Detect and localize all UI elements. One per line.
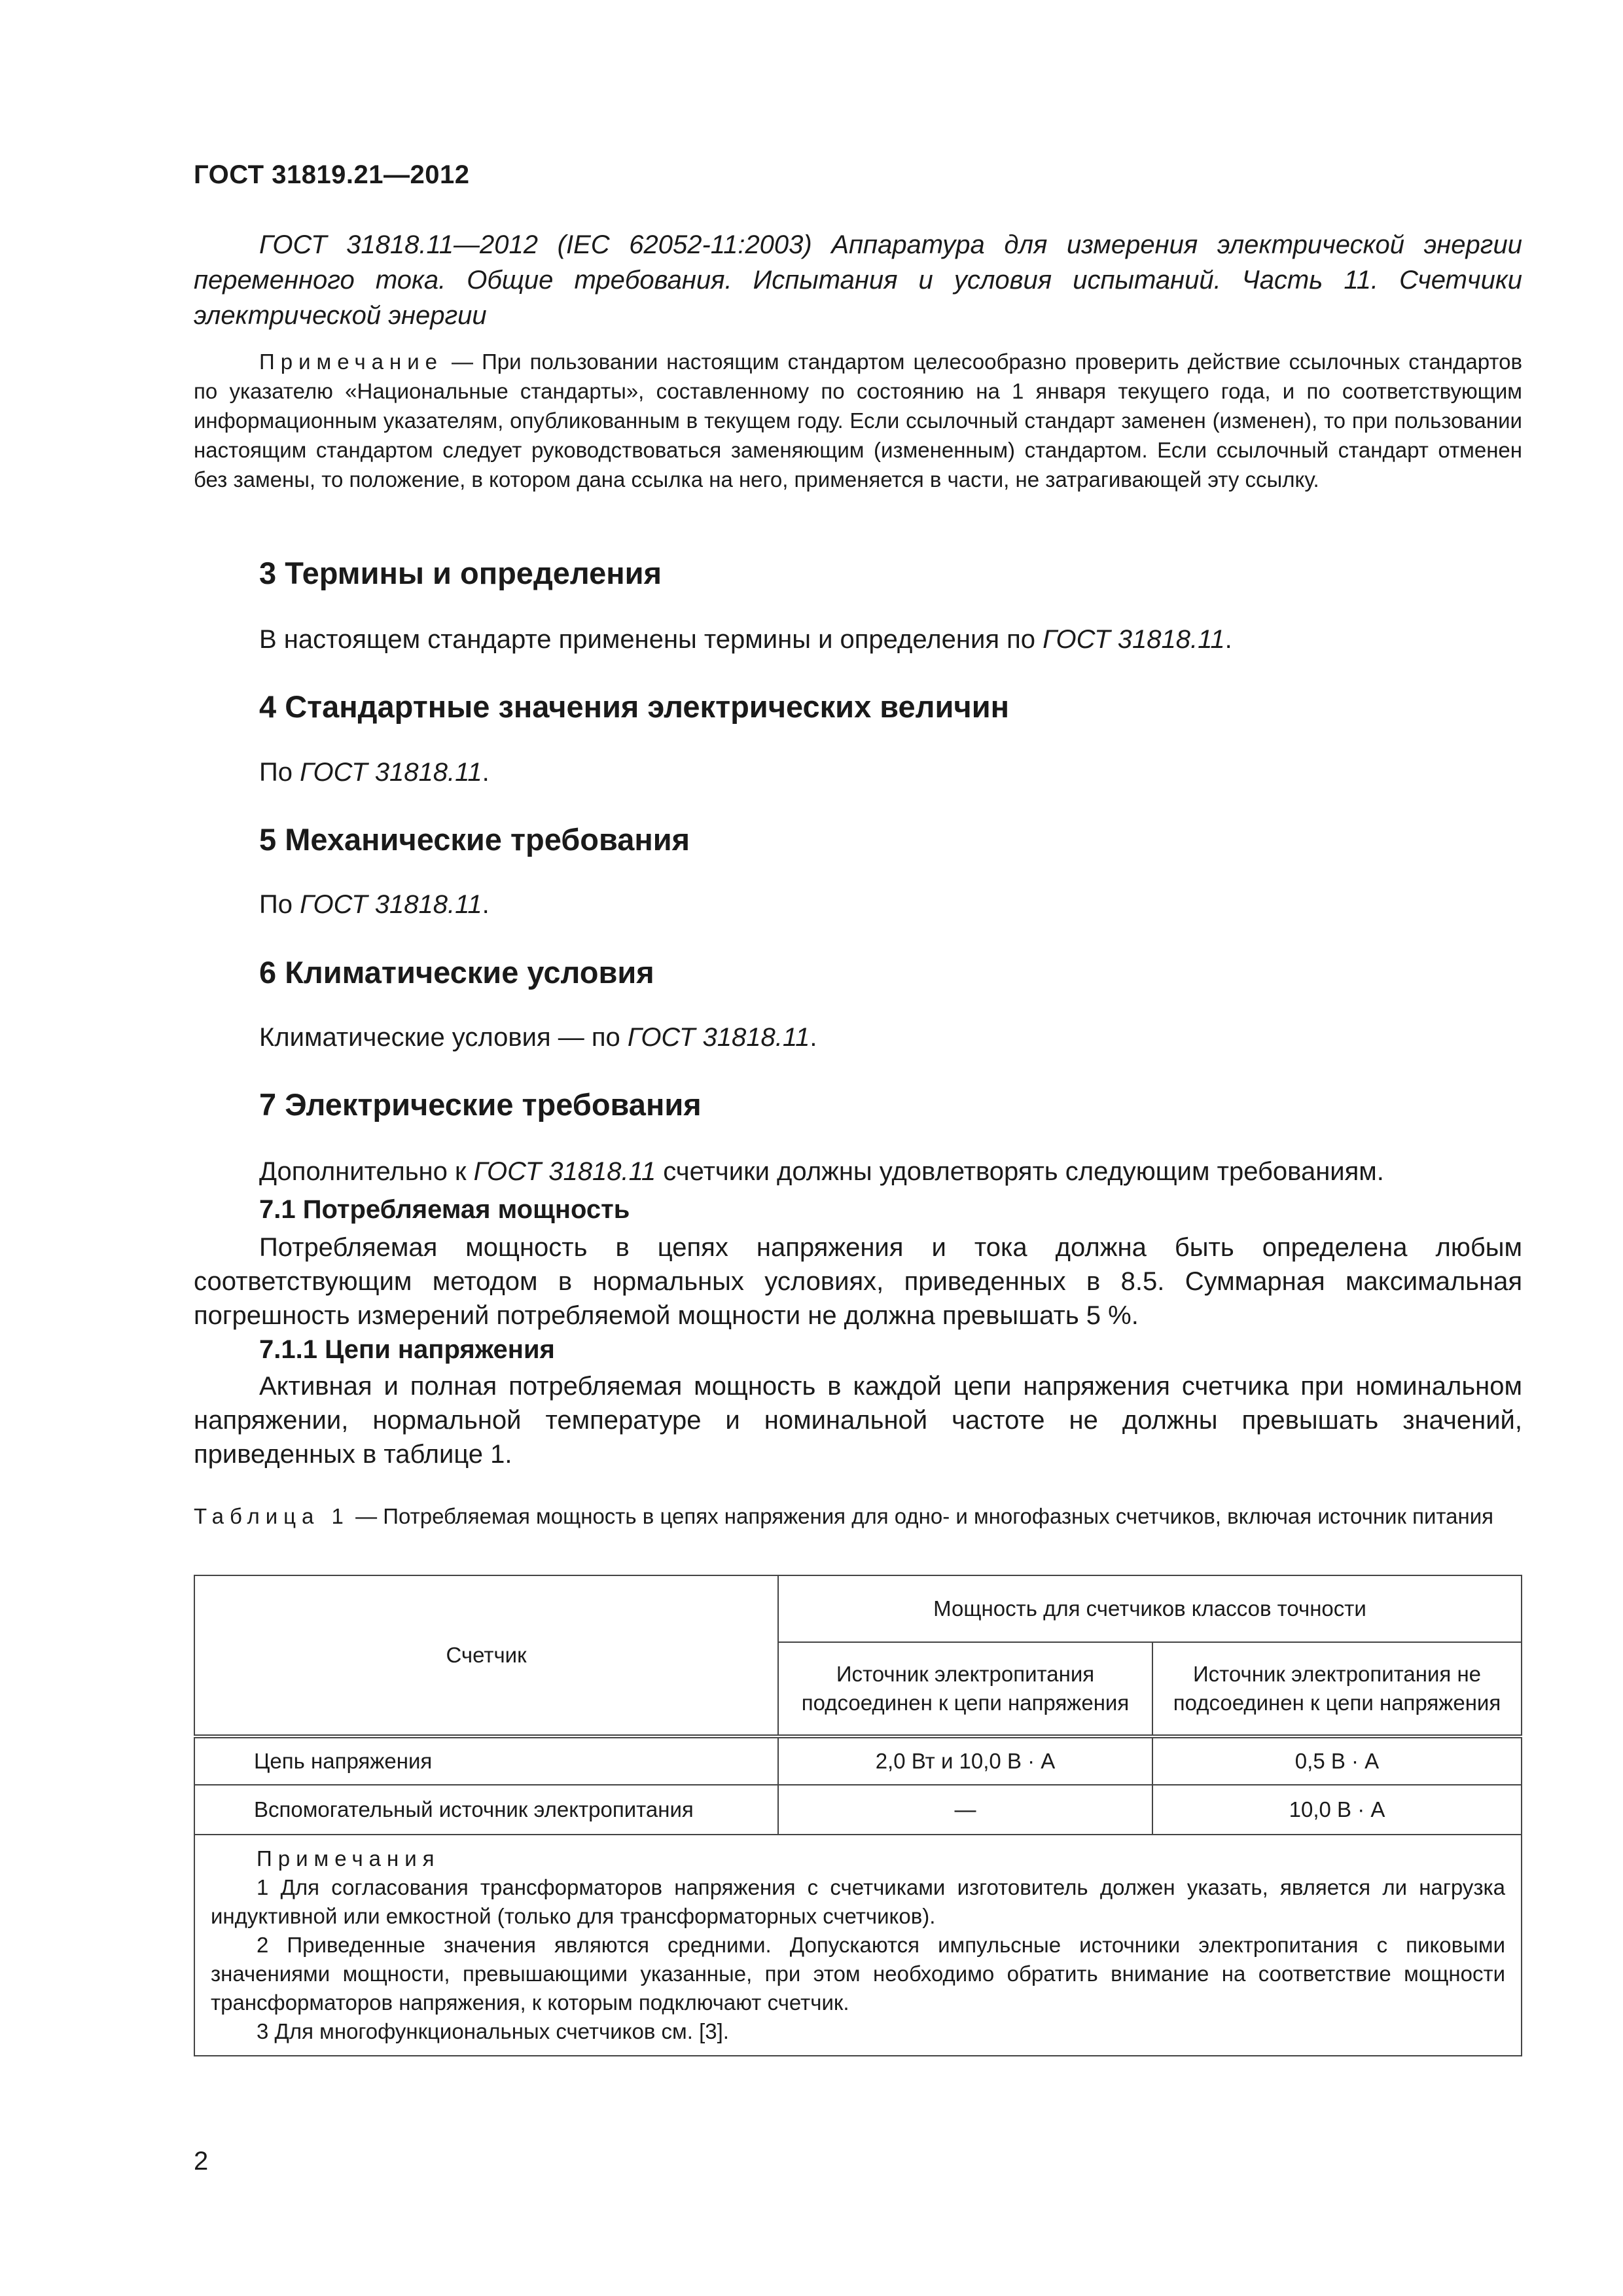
section-3-text: В настоящем стандарте применены термины и определения по ГОСТ 31818.11. bbox=[259, 625, 1232, 654]
note-label: Примечание bbox=[259, 350, 444, 374]
section-7-1-1-title: 7.1.1 Цепи напряжения bbox=[259, 1335, 555, 1364]
cell-value: — bbox=[778, 1785, 1152, 1835]
section-3-title: 3 Термины и определения bbox=[259, 556, 662, 590]
header-supply-not-connected: Источник электропитания не подсоединен к цепи напряжения bbox=[1152, 1642, 1522, 1736]
notes-label: Примечания bbox=[257, 1846, 440, 1871]
gost-reference: ГОСТ 31818.11 bbox=[627, 1023, 810, 1052]
section-7-title: 7 Электрические требования bbox=[259, 1087, 702, 1122]
section-5-text: По ГОСТ 31818.11. bbox=[259, 890, 490, 919]
header-power-group: Мощность для счетчиков классов точности bbox=[778, 1575, 1522, 1642]
table-note: 2 Приведенные значения являются средними. Допускаются импульсные источники электропитания с пиковыми значениями мощности, превышающими указанные, при этом необходимо обратить внимание на соответствие мощности трансформаторов напряжения, к которым подключают счетчик. bbox=[211, 1933, 1505, 2015]
normative-reference: ГОСТ 31818.11—2012 (IEC 62052-11:2003) Аппаратура для измерения электрической энергии переменного тока. Общие требования. Испытания и условия испытаний. Часть 11. Счетчики электрической энергии bbox=[194, 230, 1522, 330]
section-6-title: 6 Климатические условия bbox=[259, 955, 654, 990]
table-caption-label: Таблица 1 bbox=[194, 1504, 349, 1528]
table-1-caption bbox=[194, 1502, 1522, 1531]
row-label: Вспомогательный источник электропитания bbox=[194, 1785, 778, 1835]
cell-value: 2,0 Вт и 10,0 В · А bbox=[778, 1736, 1152, 1785]
gost-reference: ГОСТ 31818.11 bbox=[300, 758, 482, 787]
table-row bbox=[194, 1785, 1522, 1835]
table-note: 1 Для согласования трансформаторов напряжения с счетчиками изготовитель должен указать, является ли нагрузка индуктивной или емкостной (только для трансформаторных счетчиков). bbox=[211, 1875, 1505, 1928]
table-caption-text: — Потребляемая мощность в цепях напряжения для одно- и многофазных счетчиков, включая источник питания bbox=[349, 1504, 1494, 1528]
table-header-row bbox=[194, 1575, 1522, 1642]
gost-reference: ГОСТ 31818.11 bbox=[300, 890, 482, 919]
header-meter: Счетчик bbox=[194, 1575, 778, 1736]
table-note: 3 Для многофункциональных счетчиков см. [3]. bbox=[257, 2019, 729, 2043]
document-page bbox=[194, 0, 1522, 2296]
gost-reference: ГОСТ 31818.11 bbox=[473, 1157, 656, 1186]
cell-value: 10,0 В · А bbox=[1152, 1785, 1522, 1835]
section-7-1-1-text: Активная и полная потребляемая мощность в каждой цепи напряжения счетчика при номинальном напряжении, нормальной температуре и номинальной частоте не должны превышать значений, приведенных в таблице 1. bbox=[194, 1372, 1522, 1469]
section-5-title: 5 Механические требования bbox=[259, 822, 690, 857]
table-row bbox=[194, 1736, 1522, 1785]
section-6-text: Климатические условия — по ГОСТ 31818.11. bbox=[259, 1023, 817, 1052]
table-1 bbox=[194, 1575, 1522, 2056]
section-7-text: Дополнительно к ГОСТ 31818.11 счетчики должны удовлетворять следующим требованиям. bbox=[259, 1157, 1384, 1186]
table-notes-row bbox=[194, 1835, 1522, 2056]
page-number: 2 bbox=[194, 2147, 209, 2176]
table-notes bbox=[194, 1835, 1522, 2056]
section-7-1-title: 7.1 Потребляемая мощность bbox=[259, 1195, 630, 1224]
section-4-title: 4 Стандартные значения электрических величин bbox=[259, 689, 1009, 724]
header-supply-connected: Источник электропитания подсоединен к цепи напряжения bbox=[778, 1642, 1152, 1736]
row-label: Цепь напряжения bbox=[194, 1736, 778, 1785]
cell-value: 0,5 В · А bbox=[1152, 1736, 1522, 1785]
reference-note bbox=[194, 347, 1522, 494]
note-text: — При пользовании настоящим стандартом целесообразно проверить действие ссылочных стандартов по указателю «Национальные стандарты», составленному по состоянию на 1 января текущего года, и по соответствующим информационным указателям, опубликованным в текущем году. Если ссылочный стандарт заменен (изменен), то при пользовании настоящим стандартом следует руководствоваться заменяющим (измененным) стандартом. Если ссылочный стандарт отменен без замены, то положение, в котором дана ссылка на него, применяется в части, не затрагивающей эту ссылку. bbox=[194, 350, 1522, 492]
section-4-text: По ГОСТ 31818.11. bbox=[259, 758, 490, 787]
gost-reference: ГОСТ 31818.11 bbox=[1043, 625, 1225, 654]
section-7-1-text: Потребляемая мощность в цепях напряжения и тока должна быть определена любым соответствующим методом в нормальных условиях, приведенных в 8.5. Суммарная максимальная погрешность измерений потребляемой мощности не должна превышать 5 %. bbox=[194, 1233, 1522, 1330]
document-code-header: ГОСТ 31819.21—2012 bbox=[194, 160, 470, 189]
